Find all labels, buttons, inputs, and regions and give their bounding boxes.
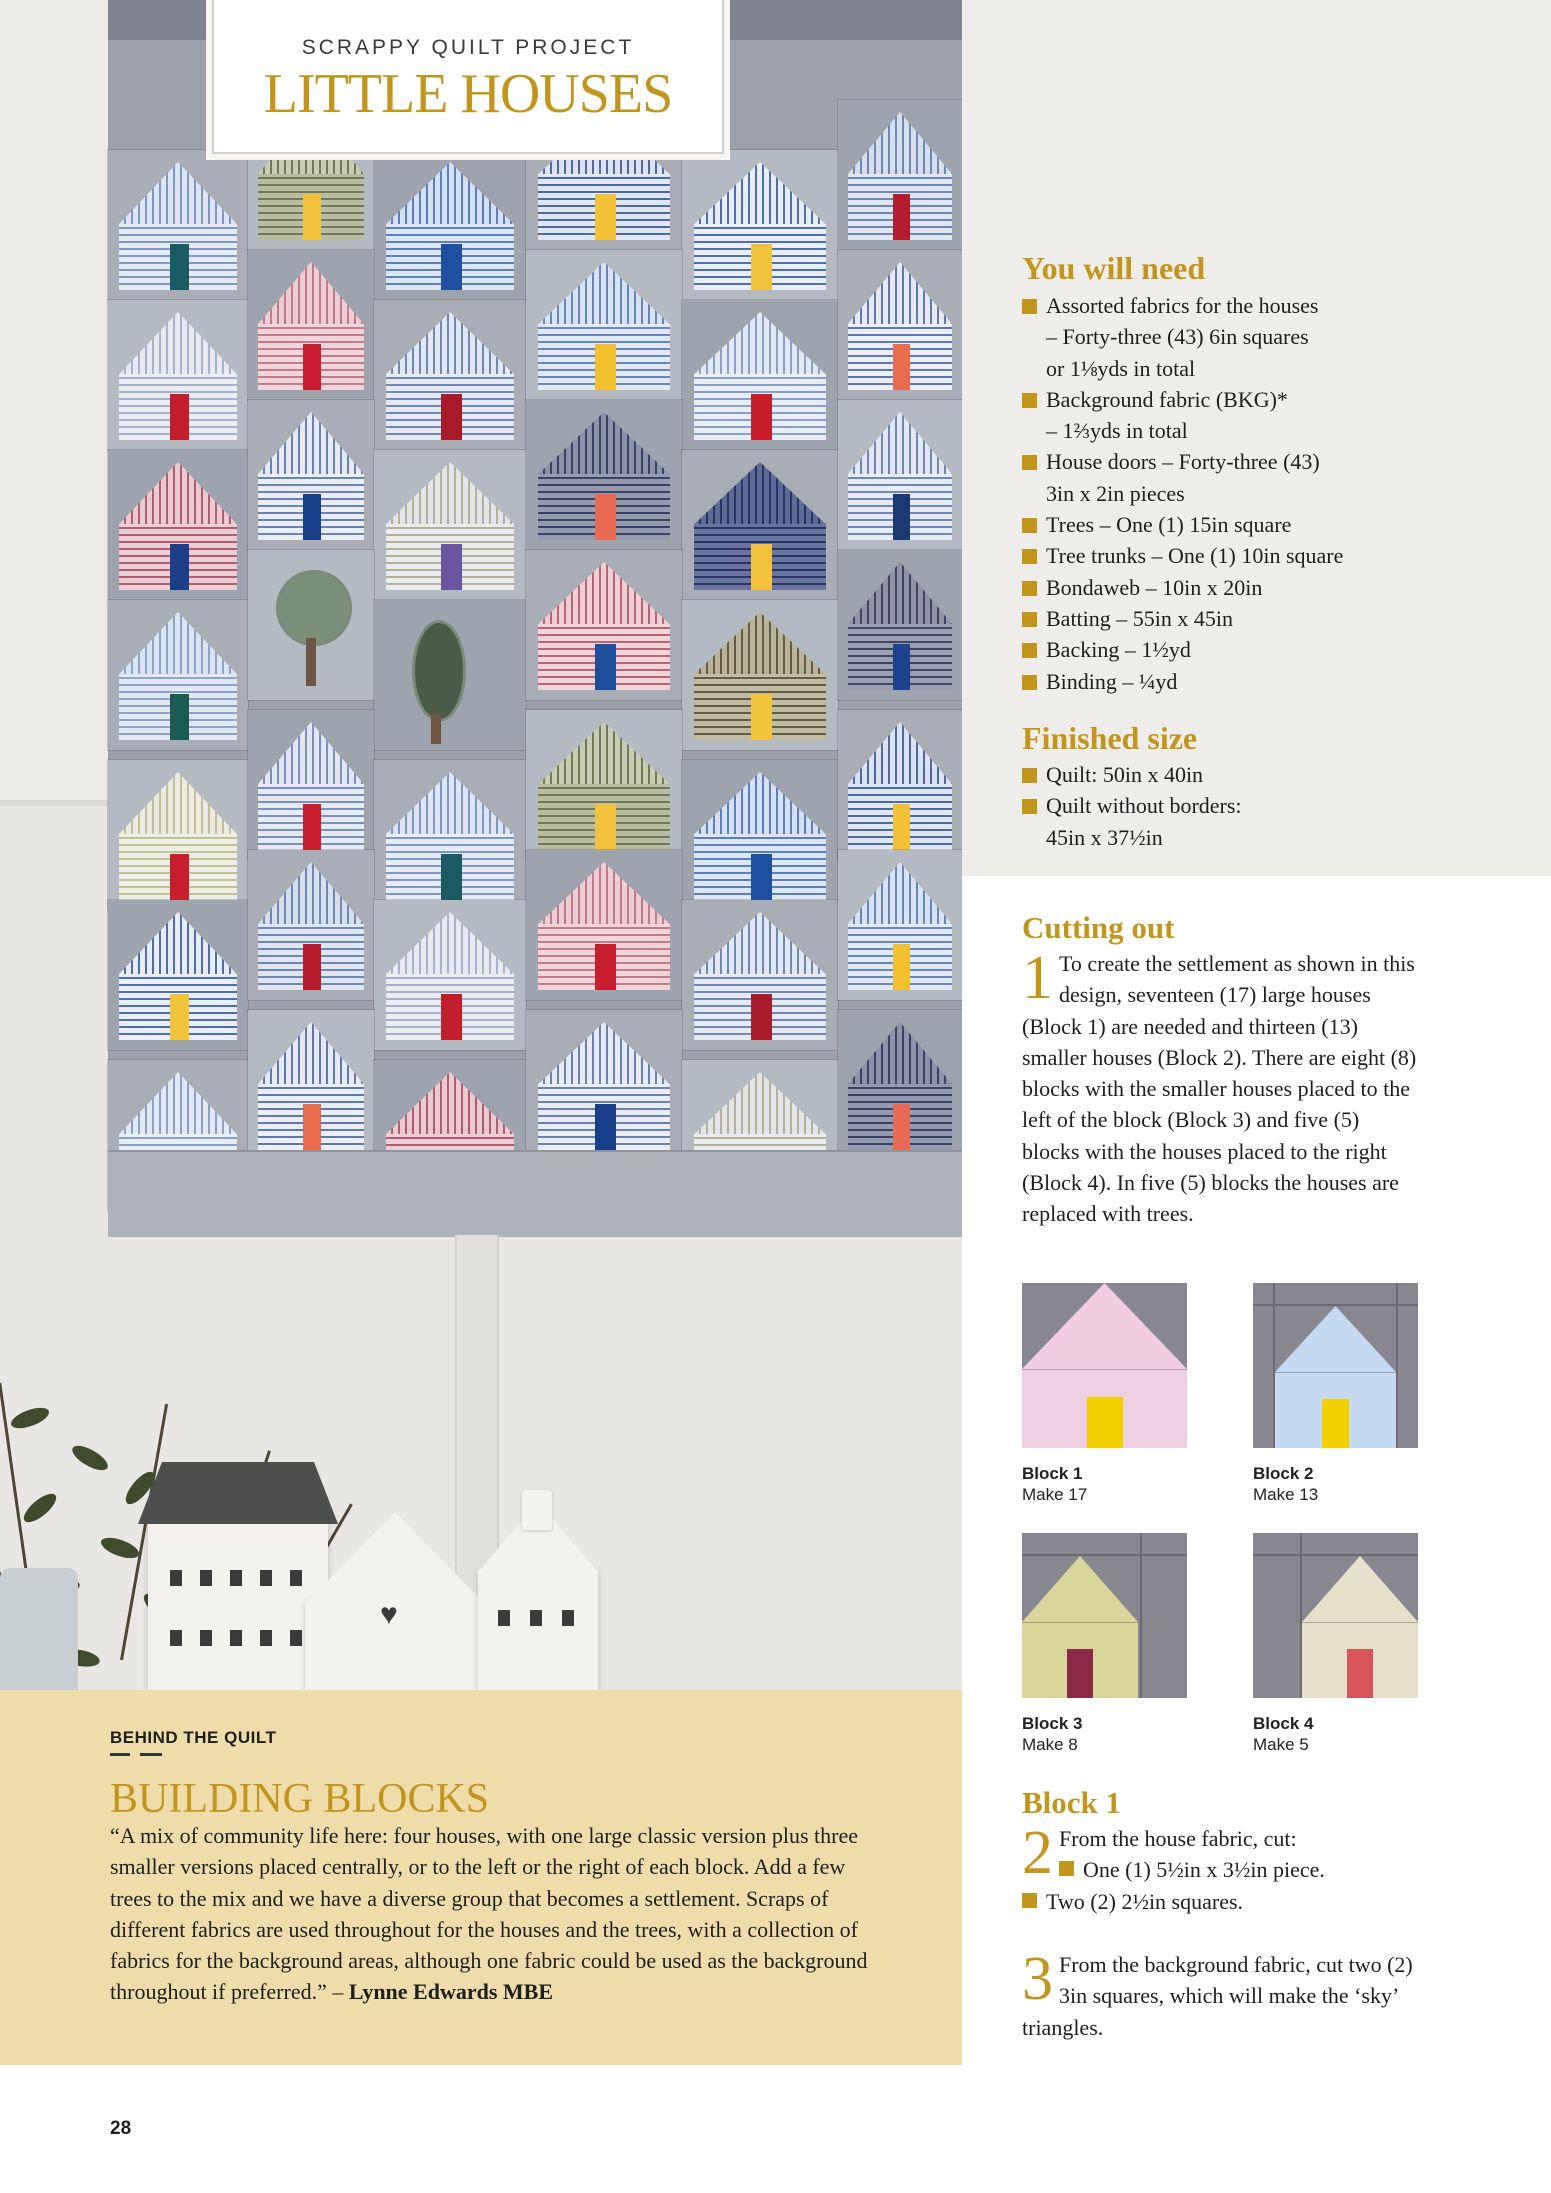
quilt-tree-block bbox=[248, 550, 374, 700]
cutting-out-step bbox=[1022, 944, 1422, 1230]
house-roof bbox=[386, 1072, 514, 1134]
house-door bbox=[893, 344, 910, 390]
block-name: Block 4 bbox=[1253, 1714, 1314, 1733]
house-door bbox=[751, 394, 773, 440]
list-item-text: Batting – 55in x 45in bbox=[1046, 605, 1233, 631]
window-icon bbox=[170, 1570, 182, 1586]
list-item-text: 3in x 2in pieces bbox=[1046, 480, 1185, 506]
block-name: Block 3 bbox=[1022, 1714, 1083, 1733]
house-door bbox=[303, 1104, 321, 1150]
quilt-image bbox=[108, 0, 962, 1235]
quilt-house-block bbox=[838, 1010, 962, 1160]
quilt-house-block bbox=[682, 900, 838, 1050]
house-door bbox=[303, 494, 321, 540]
wall bbox=[0, 0, 108, 800]
quilt-house-block bbox=[248, 400, 374, 550]
list-item bbox=[1022, 572, 1542, 603]
house-door bbox=[441, 244, 462, 290]
house-door bbox=[303, 944, 321, 990]
house-roof bbox=[538, 1022, 669, 1084]
house-door bbox=[441, 994, 462, 1040]
quilt-house-block bbox=[682, 760, 838, 910]
quilt-house-block bbox=[838, 550, 962, 700]
cutting-out-text: To create the settlement as shown in this design, seventeen (17) large houses (Block 1) are needed and thirteen (13) smaller houses (Block 2). There are eight (8) blocks with the smaller houses placed to the left of the block (Block 3) and five (5) blocks with the houses placed to the right (Block 4). In five (5) blocks the houses are replaced with trees. bbox=[1022, 951, 1417, 1227]
house-door bbox=[595, 944, 617, 990]
list-item bbox=[1022, 822, 1542, 853]
house-door bbox=[751, 854, 773, 900]
house-roof bbox=[848, 562, 952, 624]
cut-item-1 bbox=[1059, 1857, 1325, 1882]
window-icon bbox=[230, 1630, 242, 1646]
block-diagram-1 bbox=[1022, 1283, 1187, 1448]
house-roof bbox=[848, 262, 952, 324]
block-make: Make 8 bbox=[1022, 1735, 1078, 1754]
house-door bbox=[893, 1104, 910, 1150]
quilt-house-block bbox=[108, 900, 248, 1050]
bullet-square-icon bbox=[1022, 455, 1037, 470]
house-roof bbox=[258, 412, 364, 474]
step-3-text: From the background fabric, cut two (2) 3in squares, which will make the ‘sky’ triangles. bbox=[1022, 1952, 1413, 2040]
cut-item-2 bbox=[1022, 1889, 1243, 1914]
step-2 bbox=[1022, 1819, 1432, 1917]
house-roof bbox=[694, 462, 825, 524]
heart-icon: ♥ bbox=[380, 1598, 398, 1631]
tree-trunk bbox=[306, 638, 316, 686]
house-door bbox=[170, 994, 190, 1040]
block-label bbox=[1022, 1713, 1082, 1755]
ceramic-house-1 bbox=[148, 1520, 328, 1690]
window-icon bbox=[498, 1610, 510, 1626]
house-door bbox=[893, 804, 910, 850]
leaf-icon bbox=[69, 1441, 112, 1475]
window-icon bbox=[260, 1570, 272, 1586]
list-item bbox=[1022, 415, 1542, 446]
quilt-house-block bbox=[682, 300, 838, 450]
step-3 bbox=[1022, 1945, 1432, 2043]
quilt-house-block bbox=[374, 900, 526, 1050]
house-roof bbox=[538, 262, 669, 324]
house-roof bbox=[119, 612, 237, 674]
tree-icon bbox=[412, 620, 466, 722]
house-door bbox=[441, 544, 462, 590]
block-label bbox=[1253, 1463, 1318, 1505]
quilt-house-block bbox=[374, 150, 526, 300]
list-item-text: Backing – 1½yd bbox=[1046, 637, 1191, 663]
house-door bbox=[170, 544, 190, 590]
block-label bbox=[1022, 1463, 1087, 1505]
block-make: Make 5 bbox=[1253, 1735, 1309, 1754]
list-item bbox=[1022, 790, 1542, 821]
window-icon bbox=[290, 1630, 302, 1646]
window-icon bbox=[562, 1610, 574, 1626]
house-door bbox=[595, 494, 617, 540]
house-roof bbox=[386, 312, 514, 374]
list-item-text: or 1⅛yds in total bbox=[1046, 355, 1196, 381]
sidebar-title: BUILDING BLOCKS bbox=[110, 1776, 490, 1822]
list-item bbox=[1022, 603, 1542, 634]
list-item bbox=[1022, 666, 1542, 697]
bullet-square-icon bbox=[1022, 518, 1037, 533]
you-will-need-heading: You will need bbox=[1022, 250, 1206, 286]
house-door bbox=[595, 804, 617, 850]
quilt-house-block bbox=[248, 250, 374, 400]
ceramic-roof bbox=[138, 1462, 338, 1524]
list-item bbox=[1022, 446, 1542, 477]
house-roof bbox=[258, 862, 364, 924]
list-item bbox=[1022, 353, 1542, 384]
quilt-house-block bbox=[108, 150, 248, 300]
cut-item-text: One (1) 5½in x 3½in piece. bbox=[1083, 1857, 1325, 1883]
house-roof bbox=[386, 162, 514, 224]
list-item-text: Binding – ¼yd bbox=[1046, 668, 1178, 694]
quilt-house-block bbox=[838, 710, 962, 860]
chimney bbox=[522, 1490, 552, 1530]
house-roof bbox=[119, 1072, 237, 1134]
house-door bbox=[170, 694, 190, 740]
sidebar-quote bbox=[110, 1820, 890, 2008]
quilt-tree-block bbox=[374, 600, 526, 750]
step-number: 1 bbox=[1022, 944, 1053, 1012]
divider bbox=[140, 1753, 162, 1756]
house-roof bbox=[119, 772, 237, 834]
list-item bbox=[1022, 384, 1542, 415]
list-item bbox=[1022, 290, 1542, 321]
bullet-square-icon bbox=[1022, 299, 1037, 314]
house-door bbox=[170, 244, 190, 290]
house-door bbox=[893, 944, 910, 990]
block-make: Make 17 bbox=[1022, 1485, 1088, 1504]
house-door bbox=[751, 994, 773, 1040]
block1-heading: Block 1 bbox=[1022, 1785, 1122, 1820]
list-item-text: House doors – Forty-three (43) bbox=[1046, 449, 1320, 475]
house-roof bbox=[848, 412, 952, 474]
list-item-text: Tree trunks – One (1) 10in square bbox=[1046, 543, 1344, 569]
quilt-house-block bbox=[838, 850, 962, 1000]
quilt-house-block bbox=[374, 450, 526, 600]
page-title: LITTLE HOUSES bbox=[263, 63, 673, 125]
quilt-house-block bbox=[108, 600, 248, 750]
house-door bbox=[893, 194, 910, 240]
quilt-house-block bbox=[838, 250, 962, 400]
house-roof bbox=[538, 412, 669, 474]
house-roof bbox=[694, 312, 825, 374]
house-door bbox=[751, 544, 773, 590]
house-roof bbox=[848, 1022, 952, 1084]
materials-list bbox=[1022, 290, 1542, 697]
list-item-text: Bondaweb – 10in x 20in bbox=[1046, 574, 1263, 600]
quilt-house-block bbox=[108, 450, 248, 600]
bullet-square-icon bbox=[1022, 675, 1037, 690]
step-2-intro: From the house fabric, cut: bbox=[1059, 1826, 1297, 1851]
house-door bbox=[441, 854, 462, 900]
house-roof bbox=[694, 162, 825, 224]
house-roof bbox=[386, 912, 514, 974]
quote-author: Lynne Edwards MBE bbox=[348, 1979, 554, 2005]
finished-size-list bbox=[1022, 759, 1542, 853]
house-door bbox=[303, 344, 321, 390]
quilt-house-block bbox=[838, 100, 962, 250]
window-icon bbox=[170, 1630, 182, 1646]
list-item bbox=[1022, 321, 1542, 352]
house-roof bbox=[538, 722, 669, 784]
list-item bbox=[1022, 759, 1542, 790]
quilt-house-block bbox=[248, 1010, 374, 1160]
bullet-square-icon bbox=[1022, 612, 1037, 627]
quilt-house-block bbox=[682, 150, 838, 300]
house-door bbox=[751, 694, 773, 740]
quilt-house-block bbox=[248, 710, 374, 860]
quilt-house-block bbox=[108, 760, 248, 910]
finished-size-heading: Finished size bbox=[1022, 720, 1198, 756]
quilt-house-block bbox=[526, 550, 682, 700]
house-roof bbox=[258, 262, 364, 324]
list-item bbox=[1022, 634, 1542, 665]
quilt-house-block bbox=[526, 710, 682, 860]
house-roof bbox=[694, 612, 825, 674]
house-roof bbox=[119, 312, 237, 374]
house-roof bbox=[694, 912, 825, 974]
house-roof bbox=[694, 1072, 825, 1134]
quote-text: “A mix of community life here: four houses, with one large classic version plus three smaller versions placed centrally, or to the left or the right of each block. Add a few trees to the mix and we have a diverse group that becomes a settlement. Scraps of different fabrics are used throughout for the houses and the trees, with a collection of fabrics for the background areas, although one fabric could be used as the background throughout if preferred.” – bbox=[110, 1823, 868, 2005]
block-name: Block 1 bbox=[1022, 1464, 1083, 1483]
house-roof bbox=[386, 772, 514, 834]
house-roof bbox=[848, 862, 952, 924]
quilt-house-block bbox=[682, 600, 838, 750]
house-roof bbox=[258, 722, 364, 784]
list-item-text: Assorted fabrics for the houses bbox=[1046, 293, 1319, 318]
leaf-icon bbox=[20, 1489, 61, 1527]
window-icon bbox=[200, 1630, 212, 1646]
house-roof bbox=[538, 862, 669, 924]
quilt-house-block bbox=[526, 850, 682, 1000]
ceramic-house-3 bbox=[478, 1570, 598, 1690]
house-door bbox=[303, 194, 321, 240]
list-item-text: Quilt without borders: bbox=[1046, 793, 1242, 819]
house-roof bbox=[119, 462, 237, 524]
window-icon bbox=[290, 1570, 302, 1586]
house-roof bbox=[386, 462, 514, 524]
house-door bbox=[751, 244, 773, 290]
house-roof bbox=[258, 1022, 364, 1084]
house-door bbox=[595, 644, 617, 690]
quilt-house-block bbox=[526, 400, 682, 550]
title-box bbox=[212, 0, 724, 154]
house-door bbox=[595, 344, 617, 390]
bullet-square-icon bbox=[1022, 799, 1037, 814]
list-item-text: 45in x 37½in bbox=[1046, 824, 1163, 850]
house-door bbox=[303, 804, 321, 850]
house-door bbox=[893, 494, 910, 540]
house-roof bbox=[848, 722, 952, 784]
bullet-square-icon bbox=[1022, 549, 1037, 564]
house-door bbox=[170, 394, 190, 440]
leaf-icon bbox=[8, 1404, 51, 1433]
house-door bbox=[441, 394, 462, 440]
quilt-house-block bbox=[838, 400, 962, 550]
quilt-photo bbox=[0, 0, 962, 1690]
quilt-house-block bbox=[374, 760, 526, 910]
house-roof bbox=[119, 162, 237, 224]
list-item-text: Quilt: 50in x 40in bbox=[1046, 762, 1204, 787]
tree-trunk bbox=[431, 714, 441, 744]
window-icon bbox=[200, 1570, 212, 1586]
cutting-out-heading: Cutting out bbox=[1022, 910, 1175, 945]
list-item bbox=[1022, 478, 1542, 509]
house-door bbox=[893, 644, 910, 690]
list-item-text: Background fabric (BKG)* bbox=[1046, 386, 1288, 412]
block-diagram-2 bbox=[1253, 1283, 1418, 1448]
series-kicker: SCRAPPY QUILT PROJECT bbox=[301, 36, 635, 59]
block-diagram-4 bbox=[1253, 1533, 1418, 1698]
bullet-square-icon bbox=[1022, 581, 1037, 596]
quilt-house-block bbox=[108, 300, 248, 450]
window-icon bbox=[530, 1610, 542, 1626]
house-door bbox=[595, 1104, 617, 1150]
house-roof bbox=[694, 772, 825, 834]
tree-icon bbox=[276, 570, 352, 646]
step-number: 3 bbox=[1022, 1945, 1053, 2013]
page-number: 28 bbox=[110, 2118, 132, 2139]
vase bbox=[0, 1568, 78, 1690]
house-roof bbox=[119, 912, 237, 974]
step-number: 2 bbox=[1022, 1819, 1053, 1887]
house-door bbox=[170, 854, 190, 900]
block-make: Make 13 bbox=[1253, 1485, 1319, 1504]
list-item bbox=[1022, 509, 1542, 540]
sidebar-kicker: BEHIND THE QUILT bbox=[110, 1728, 277, 1747]
quilt-house-block bbox=[248, 850, 374, 1000]
bullet-square-icon bbox=[1022, 393, 1037, 408]
quilt-border bbox=[108, 1150, 962, 1237]
list-item-text: Trees – One (1) 15in square bbox=[1046, 512, 1292, 538]
list-item bbox=[1022, 540, 1542, 571]
list-item-text: – Forty-three (43) 6in squares bbox=[1046, 324, 1309, 350]
quilt-house-block bbox=[682, 450, 838, 600]
house-roof bbox=[538, 562, 669, 624]
window-icon bbox=[230, 1570, 242, 1586]
divider bbox=[110, 1753, 130, 1756]
quilt-house-block bbox=[526, 1010, 682, 1160]
block-diagram-3 bbox=[1022, 1533, 1187, 1698]
bullet-square-icon bbox=[1022, 768, 1037, 783]
house-door bbox=[595, 194, 617, 240]
list-item-text: – 1⅔yds in total bbox=[1046, 418, 1188, 444]
quilt-house-block bbox=[526, 250, 682, 400]
block-label bbox=[1253, 1713, 1313, 1755]
bullet-square-icon bbox=[1022, 643, 1037, 658]
block-name: Block 2 bbox=[1253, 1464, 1314, 1483]
leaf-icon bbox=[98, 1534, 141, 1563]
quilt-house-block bbox=[374, 300, 526, 450]
house-roof bbox=[848, 112, 952, 174]
cut-item-text: Two (2) 2½in squares. bbox=[1046, 1888, 1244, 1914]
window-icon bbox=[260, 1630, 272, 1646]
